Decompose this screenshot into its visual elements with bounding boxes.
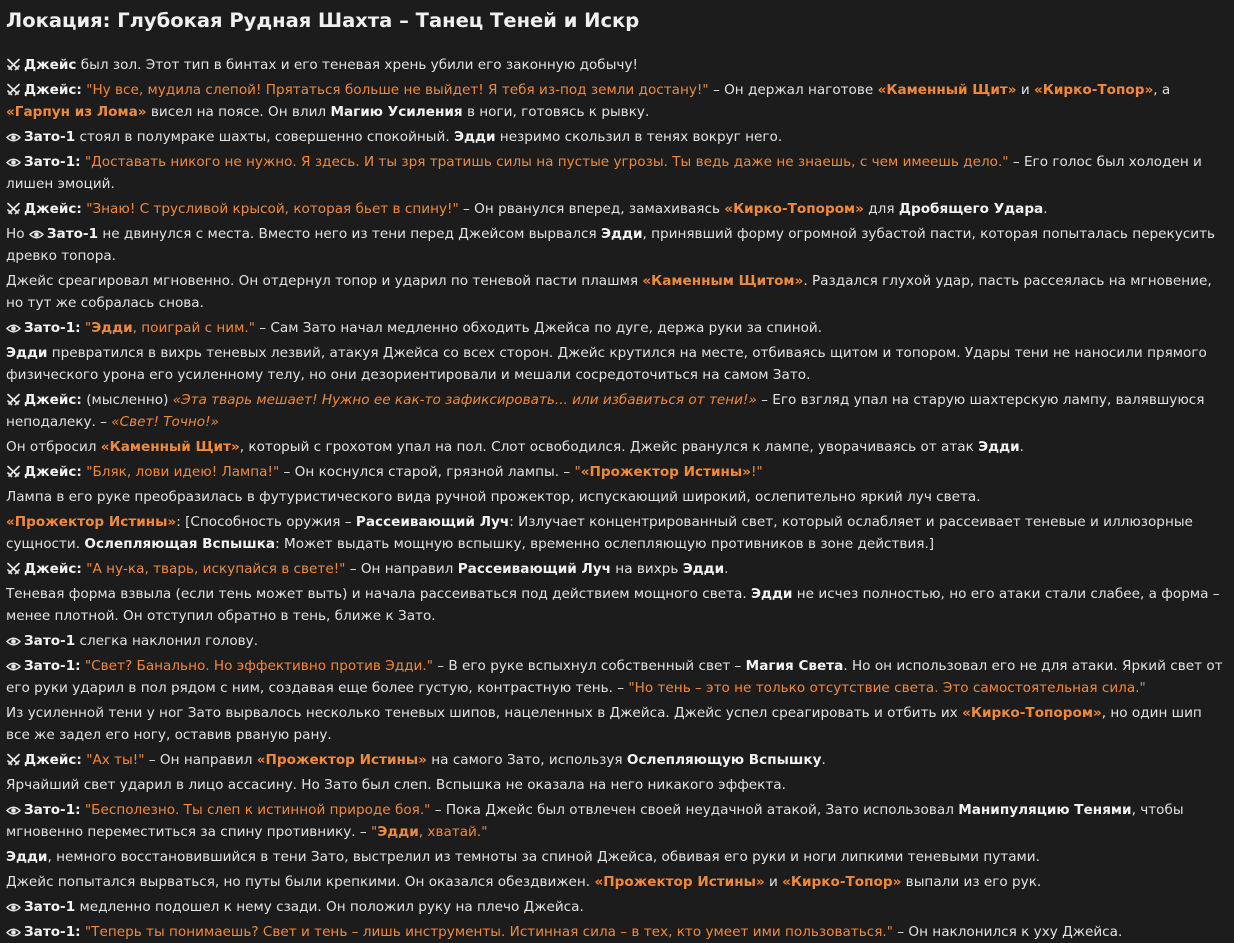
story-paragraph bbox=[6, 342, 1226, 386]
item-name: «Кирко-Топор» bbox=[1034, 82, 1154, 98]
bold-name: Зато-1 bbox=[24, 129, 76, 145]
story-paragraph bbox=[6, 702, 1226, 746]
bold-name: Ослепляющая Вспышка bbox=[84, 536, 276, 552]
eye-icon bbox=[6, 630, 24, 652]
text-run: медленно подошел к нему сзади. Он положил руку на плечо Джейса. bbox=[75, 899, 584, 915]
bold-name: Дробящего Удара bbox=[898, 201, 1044, 217]
text-run: Джейс попытался вырваться, но путы были крепкими. Он оказался обездвижен. bbox=[6, 874, 595, 890]
dialogue-quote: "Знаю! С трусливой крысой, которая бьет в спину!" bbox=[86, 201, 459, 217]
text-run: . Раздался глухой удар, пасть рассеялась на мгновение, но тут же собралась снова. bbox=[6, 273, 1212, 311]
eye-icon bbox=[6, 896, 24, 918]
text-run: – Он наклонился к уху Джейса. bbox=[892, 924, 1123, 940]
story-paragraph bbox=[6, 655, 1226, 699]
item-name: «Гарпун из Лома» bbox=[6, 104, 147, 120]
text-run: слегка наклонил голову. bbox=[75, 633, 259, 649]
text-run: . bbox=[1019, 439, 1024, 455]
bold-name: Джейс: bbox=[24, 561, 82, 577]
text-run: – Пока Джейс был отвлечен своей неудачной атакой, Зато использовал bbox=[430, 802, 959, 818]
story-paragraphs bbox=[6, 54, 1226, 943]
bold-name: Зато-1: bbox=[24, 154, 81, 170]
item-name: «Каменным Щитом» bbox=[642, 273, 804, 289]
text-run: . bbox=[821, 752, 826, 768]
text-run: Ярчайший свет ударил в лицо ассасину. Но Зато был слеп. Вспышка не оказала на него никакого эффекта. bbox=[6, 777, 786, 793]
dialogue-quote: !" bbox=[750, 464, 763, 480]
bold-name: Эдди bbox=[6, 345, 48, 361]
item-name: «Прожектор Истины» bbox=[6, 514, 177, 530]
story-paragraph bbox=[6, 486, 1226, 508]
crossed-swords-icon bbox=[6, 389, 24, 411]
item-name: «Каменный Щит» bbox=[877, 82, 1017, 98]
dialogue-quote: "Ну все, мудила слепой! Прятаться больше не выйдет! Я тебя из-под земли достану!" bbox=[86, 82, 709, 98]
bold-name: Зато-1: bbox=[24, 802, 81, 818]
bold-name: Рассеивающий Луч bbox=[457, 561, 611, 577]
text-run: был зол. Этот тип в бинтах и его теневая хрень убили его законную добычу! bbox=[76, 57, 638, 73]
dialogue-quote: " bbox=[574, 464, 581, 480]
thought-quote: «Эта тварь мешает! Нужно ее как-то зафиксировать... или избавиться от тени!» bbox=[172, 392, 757, 408]
item-name: «Кирко-Топором» bbox=[962, 705, 1102, 721]
story-paragraph bbox=[6, 558, 1226, 580]
bold-name: Эдди bbox=[601, 226, 643, 242]
text-run: на вихрь bbox=[610, 561, 683, 577]
story-paragraph bbox=[6, 871, 1226, 893]
dialogue-quote: " bbox=[84, 320, 92, 336]
story-paragraph bbox=[6, 583, 1226, 627]
bold-name: Джейс: bbox=[24, 464, 82, 480]
text-run: . Но он использовал его не для атаки. Яркий свет от его руки ударил в пол рядом с ним, создавая еще более густую, контрастную тень. – bbox=[6, 658, 1223, 696]
bold-name: Зато-1 bbox=[24, 633, 76, 649]
text-run: Джейс среагировал мгновенно. Он отдернул топор и ударил по теневой пасти плашмя bbox=[6, 273, 643, 289]
dialogue-quote: "Доставать никого не нужно. Я здесь. И ты зря тратишь силы на пустые угрозы. Ты ведь даже не знаешь, с чем имеешь дело." bbox=[84, 154, 1009, 170]
text-run: : [Способность оружия – bbox=[176, 514, 356, 530]
story-paragraph bbox=[6, 151, 1226, 195]
crossed-swords-icon bbox=[6, 198, 24, 220]
bold-name: Ослепляющую Вспышку bbox=[626, 752, 822, 768]
text-run: , но один шип все же задел его ногу, оставив рваную рану. bbox=[6, 705, 1202, 743]
story-paragraph bbox=[6, 79, 1226, 123]
dialogue-quote: "Но тень – это не только отсутствие света. Это самостоятельная сила." bbox=[628, 680, 1146, 696]
text-run: Он отбросил bbox=[6, 439, 101, 455]
item-name: Эдди bbox=[377, 824, 419, 840]
text-run: , а bbox=[1153, 82, 1171, 98]
text-run: . bbox=[724, 561, 729, 577]
story-paragraph bbox=[6, 799, 1226, 843]
bold-name: Эдди bbox=[454, 129, 496, 145]
bold-name: Джейс bbox=[24, 57, 77, 73]
text-run: – Он коснулся старой, грязной лампы. – bbox=[279, 464, 575, 480]
text-run: : Может выдать мощную вспышку, временно ослепляющую противников в зоне действия.] bbox=[275, 536, 935, 552]
bold-name: Манипуляцию Тенями bbox=[958, 802, 1132, 818]
item-name: «Кирко-Топор» bbox=[782, 874, 902, 890]
crossed-swords-icon bbox=[6, 461, 24, 483]
dialogue-quote: "Бесполезно. Ты слеп к истинной природе боя." bbox=[84, 802, 431, 818]
bold-name: Эдди bbox=[682, 561, 725, 577]
story-paragraph bbox=[6, 223, 1226, 267]
story-paragraph bbox=[6, 749, 1226, 771]
text-run: и bbox=[1016, 82, 1035, 98]
text-run: превратился в вихрь теневых лезвий, атакуя Джейса со всех сторон. Джейс крутился на месте, отбиваясь щитом и топором. Удары тени не наносили прямого физического урона его усиленному телу, но они дезориентировали и мешали сосредоточиться на самом Зато. bbox=[6, 345, 1207, 383]
eye-icon bbox=[6, 655, 24, 677]
text-run: – Он рванулся вперед, замахиваясь bbox=[458, 201, 725, 217]
text-run: , принявший форму огромной зубастой пасти, которая попыталась перекусить древко топора. bbox=[6, 226, 1216, 264]
story-paragraph bbox=[6, 198, 1226, 220]
text-run: незримо скользил в тенях вокруг него. bbox=[495, 129, 783, 145]
text-run: – Он держал наготове bbox=[708, 82, 878, 98]
text-run: стоял в полумраке шахты, совершенно спокойный. bbox=[75, 129, 455, 145]
text-run: Из усиленной тени у ног Зато вырвалось несколько теневых шипов, нацеленных в Джейса. Джейс успел среагировать и отбить их bbox=[6, 705, 963, 721]
text-run: Лампа в его руке преобразилась в футуристического вида ручной прожектор, испускающий широкий, ослепительно яркий луч света. bbox=[6, 489, 981, 505]
eye-icon bbox=[6, 151, 24, 173]
crossed-swords-icon bbox=[6, 749, 24, 771]
dialogue-quote: , поиграй с ним." bbox=[132, 320, 255, 336]
item-name: «Кирко-Топором» bbox=[724, 201, 864, 217]
story-paragraph bbox=[6, 774, 1226, 796]
item-name: «Прожектор Истины» bbox=[256, 752, 427, 768]
eye-icon bbox=[6, 126, 24, 148]
text-run: , немного восстановившийся в тени Зато, выстрелил из темноты за спиной Джейса, обвивая его руки и ноги липкими теневыми путами. bbox=[47, 849, 1040, 865]
bold-name: Зато-1: bbox=[24, 320, 81, 336]
dialogue-quote: "Ах ты!" bbox=[86, 752, 145, 768]
story-paragraph bbox=[6, 54, 1226, 76]
text-run: висел на поясе. Он влил bbox=[146, 104, 331, 120]
text-run: – Его взгляд упал на старую шахтерскую лампу, валявшуюся неподалеку. – bbox=[6, 392, 1205, 430]
bold-name: Рассеивающий Луч bbox=[355, 514, 510, 530]
bold-name: Эдди bbox=[6, 849, 48, 865]
text-run: – Сам Зато начал медленно обходить Джейса по дуге, держа руки за спиной. bbox=[254, 320, 823, 336]
dialogue-quote: "Свет? Банально. Но эффективно против Эдди." bbox=[84, 658, 433, 674]
bold-name: Магия Света bbox=[745, 658, 844, 674]
bold-name: Джейс: bbox=[24, 82, 82, 98]
story-paragraph bbox=[6, 511, 1226, 555]
text-run: не исчез полностью, но его атаки стали слабее, а форма – менее плотной. Он отступил обратно в тень, ближе к Зато. bbox=[6, 586, 1220, 624]
story-paragraph bbox=[6, 317, 1226, 339]
eye-icon bbox=[6, 317, 24, 339]
bold-name: Магию Усиления bbox=[330, 104, 463, 120]
bold-name: Зато-1 bbox=[46, 226, 99, 242]
story-paragraph bbox=[6, 126, 1226, 148]
dialogue-quote: , хватай." bbox=[418, 824, 488, 840]
text-run: не двинулся с места. Вместо него из тени перед Джейсом вырвался bbox=[98, 226, 602, 242]
bold-name: Зато-1 bbox=[24, 899, 76, 915]
bold-name: Джейс: bbox=[24, 752, 82, 768]
text-run: – Он направил bbox=[144, 752, 257, 768]
text-run: . bbox=[1043, 201, 1048, 217]
bold-name: Зато-1: bbox=[24, 924, 81, 940]
story-paragraph bbox=[6, 389, 1226, 433]
story-paragraph bbox=[6, 846, 1226, 868]
text-run: на самого Зато, используя bbox=[426, 752, 627, 768]
item-name: «Прожектор Истины» bbox=[594, 874, 765, 890]
text-run: , чтобы мгновенно переместиться за спину противнику. – bbox=[6, 802, 1184, 840]
text-run: Но bbox=[6, 226, 29, 242]
story-paragraph bbox=[6, 436, 1226, 458]
text-run: – Его голос был холоден и лишен эмоций. bbox=[6, 154, 1202, 192]
text-run: , который с грохотом упал на пол. Слот освободился. Джейс рванулся к лампе, уворачиваясь от атак bbox=[239, 439, 979, 455]
crossed-swords-icon bbox=[6, 558, 24, 580]
thought-quote: «Свет! Точно!» bbox=[111, 414, 219, 430]
item-name: «Прожектор Истины» bbox=[580, 464, 751, 480]
story-paragraph bbox=[6, 461, 1226, 483]
crossed-swords-icon bbox=[6, 54, 24, 76]
story-paragraph bbox=[6, 630, 1226, 652]
bold-name: Эдди bbox=[751, 586, 793, 602]
text-run: : Излучает концентрированный свет, который ослабляет и рассеивает теневые и иллюзорные сущности. bbox=[6, 514, 1193, 552]
eye-icon bbox=[6, 799, 24, 821]
eye-icon bbox=[6, 921, 24, 943]
crossed-swords-icon bbox=[6, 79, 24, 101]
text-run: – В его руке вспыхнул собственный свет – bbox=[432, 658, 746, 674]
text-run: в ноги, готовясь к рывку. bbox=[462, 104, 650, 120]
text-run: – Он направил bbox=[345, 561, 458, 577]
bold-name: Джейс: bbox=[24, 201, 82, 217]
dialogue-quote: "А ну-ка, тварь, искупайся в свете!" bbox=[86, 561, 346, 577]
bold-name: Джейс: bbox=[24, 392, 82, 408]
dialogue-quote: "Бляк, лови идею! Лампа!" bbox=[86, 464, 280, 480]
text-run: для bbox=[863, 201, 899, 217]
location-title: Локация: Глубокая Рудная Шахта – Танец Теней и Искр bbox=[6, 9, 640, 32]
item-name: Эдди bbox=[91, 320, 133, 336]
story-paragraph bbox=[6, 896, 1226, 918]
eye-icon bbox=[29, 223, 47, 245]
dialogue-quote: " bbox=[371, 824, 378, 840]
story-paragraph bbox=[6, 921, 1226, 943]
story-paragraph bbox=[6, 270, 1226, 314]
text-run: (мысленно) bbox=[81, 392, 173, 408]
bold-name: Эдди bbox=[978, 439, 1020, 455]
text-run: Теневая форма взвыла (если тень может выть) и начала рассеиваться под действием мощного света. bbox=[6, 586, 751, 602]
text-run: выпали из его рук. bbox=[901, 874, 1042, 890]
text-run: и bbox=[764, 874, 783, 890]
dialogue-quote: "Теперь ты понимаешь? Свет и тень – лишь инструменты. Истинная сила – в тех, кто умеет ими пользоваться." bbox=[84, 924, 893, 940]
item-name: «Каменный Щит» bbox=[100, 439, 240, 455]
bold-name: Зато-1: bbox=[24, 658, 81, 674]
